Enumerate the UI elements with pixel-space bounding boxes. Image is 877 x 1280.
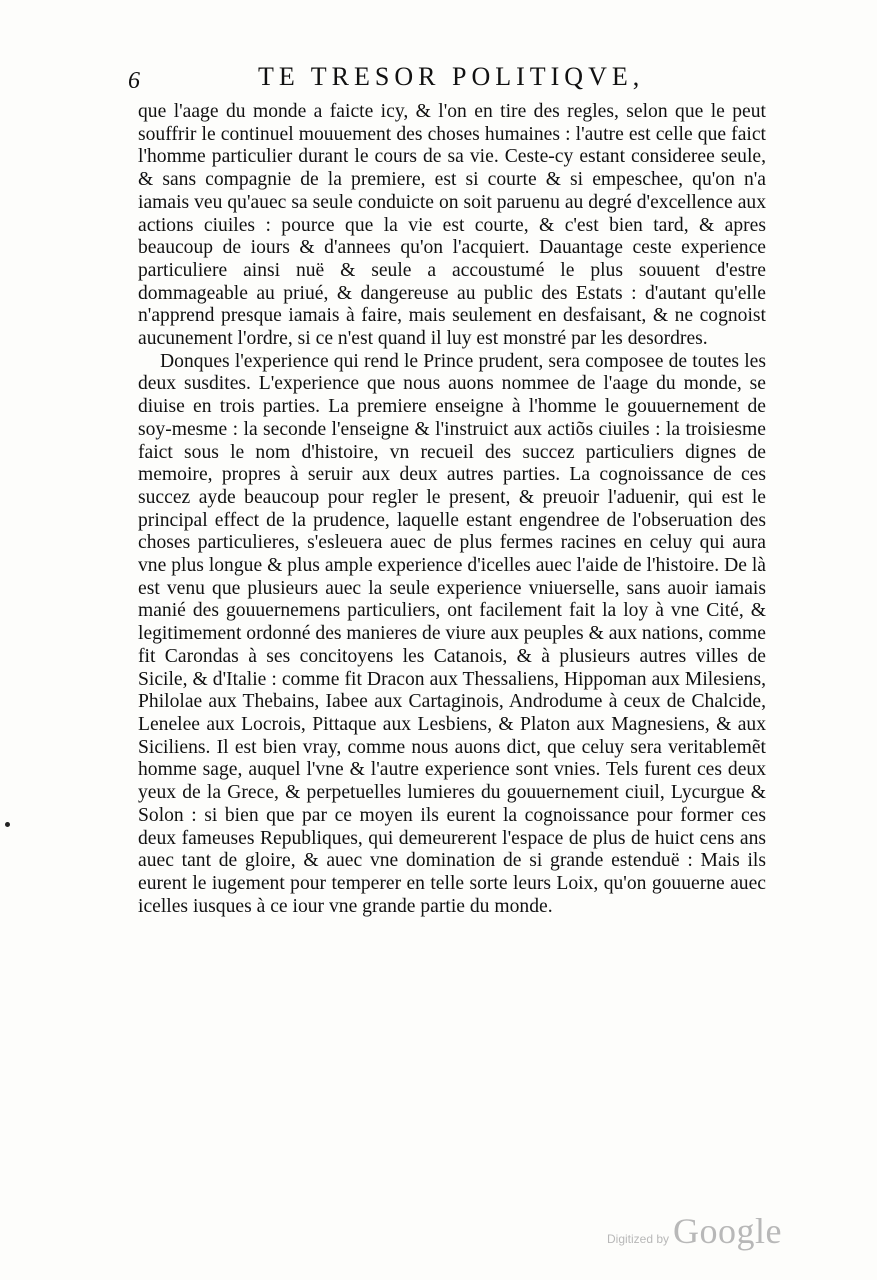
page-number: 6 — [128, 68, 140, 94]
page-header — [118, 62, 778, 98]
watermark-prefix: Digitized by — [606, 1232, 670, 1246]
google-logo: Google — [673, 1211, 782, 1251]
margin-mark — [5, 822, 10, 827]
paragraph-1: que l'aage du monde a faicte icy, & l'on en tire des regles, selon que le peut souffrir le continuel mouuement des choses humaines : l'autre est celle que faict l'homme particulier durant le cours de sa vie. Ceste-cy estant consideree seule, & sans compagnie de la premiere, est si courte & si empeschee, qu'on n'a iamais veu qu'auec sa seule conduicte on soit paruenu au degré d'excellence aux actions ciuiles : pource que la vie est courte, & c'est bien tard, & apres beaucoup de iours & d'annees qu'on l'acquiert. Dauantage ceste experience particuliere ainsi nuë & seule a accoustumé le plus souuent d'estre dommageable au priué, & dangereuse au public des Estats : d'autant qu'elle n'apprend presque iamais à faire, mais seulement en desfaisant, & ne cognoist aucunement l'ordre, si ce n'est quand il luy est monstré par les desordres. — [138, 101, 766, 350]
running-title: TE TRESOR POLITIQVE, — [258, 62, 645, 91]
digitized-by-google-watermark — [607, 1210, 782, 1252]
paragraph-2: Donques l'experience qui rend le Prince prudent, sera composee de toutes les deux susdites. L'experience que nous auons nommee de l'aage du monde, se diuise en trois parties. La premiere enseigne à l'homme le gouuernement de soy-mesme : la seconde l'enseigne & l'instruict aux actiõs ciuiles : la troisiesme faict sous le nom d'histoire, vn recueil des succez particuliers dignes de memoire, propres à seruir aux deux autres parties. La cognoissance de ces succez ayde beaucoup pour regler le present, & preuoir l'aduenir, qui est le principal effect de la prudence, laquelle estant engendree de l'obseruation des choses particulieres, s'esleuera auec de plus fermes racines en celuy qui aura vne plus longue & plus ample experience d'icelles auec l'aide de l'histoire. De là est venu que plusieurs auec la seule experience vniuerselle, sans auoir iamais manié des gouuernemens particuliers, ont facilement fait la loy à vne Cité, & legitimement ordonné des manieres de viure aux peuples & aux nations, comme fit Carondas à ses concitoyens les Catanois, & à plusieurs autres villes de Sicile, & d'Italie : comme fit Dracon aux Thessaliens, Hippoman aux Milesiens, Philolae aux Thebains, Iabee aux Cartaginois, Androdume à ceux de Chalcide, Lenelee aux Locrois, Pittaque aux Lesbiens, & Platon aux Magnesiens, & aux Siciliens. Il est bien vray, comme nous auons dict, que celuy sera veritablemẽt homme sage, auquel l'vne & l'autre experience sont vnies. Tels furent ces deux yeux de la Grece, & perpetuelles lumieres du gouuernement ciuil, Lycurgue & Solon : si bien que par ce moyen ils eurent la cognoissance pour former ces deux fameuses Republiques, qui demeurerent l'espace de plus de huict cens ans auec tant de gloire, & auec vne domination de si grande estenduë : Mais ils eurent le iugement pour temperer en telle sorte leurs Loix, qu'on gouuerne auec icelles iusques à ce iour vne grande partie du monde. — [138, 350, 766, 917]
body-text — [138, 101, 766, 918]
